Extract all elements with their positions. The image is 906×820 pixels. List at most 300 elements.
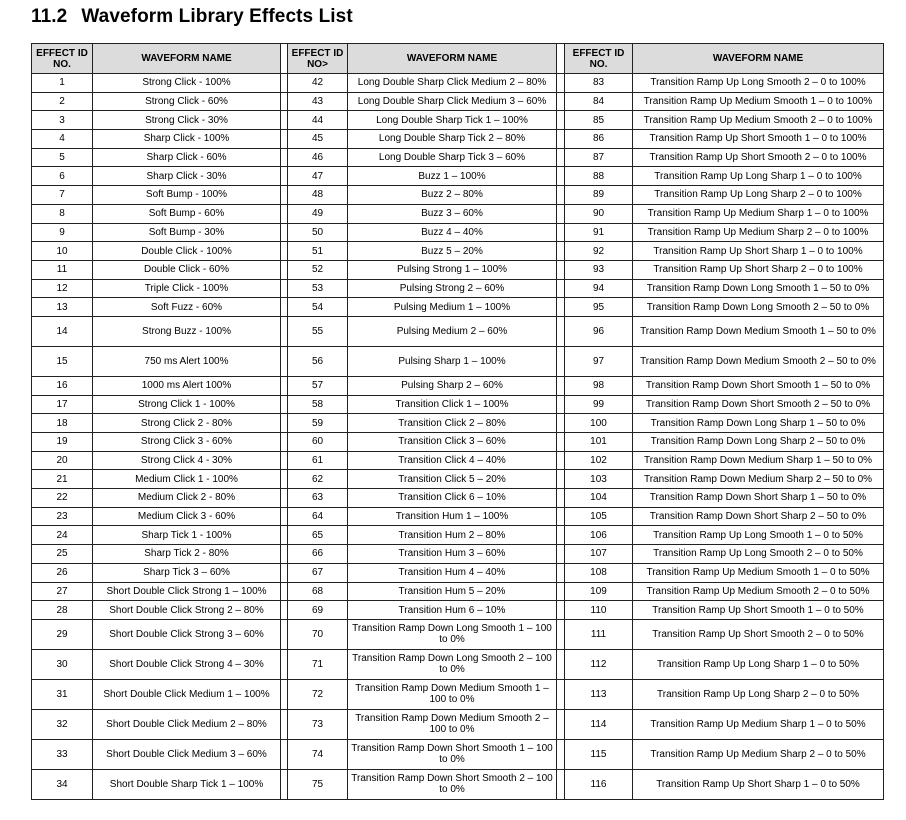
effect-id-cell: 58 <box>288 395 348 414</box>
column-separator <box>557 414 565 433</box>
column-separator <box>281 44 288 74</box>
table-row <box>32 346 884 376</box>
effect-id-cell: 28 <box>32 601 93 620</box>
table-row <box>32 279 884 298</box>
effect-id-cell: 67 <box>288 563 348 582</box>
column-separator <box>557 204 565 223</box>
effect-id-cell: 98 <box>565 376 633 395</box>
column-separator <box>557 316 565 346</box>
effect-id-cell: 84 <box>565 92 633 111</box>
effect-id-cell: 89 <box>565 186 633 205</box>
effect-id-cell: 20 <box>32 451 93 470</box>
waveform-name-cell: Pulsing Sharp 2 – 60% <box>348 376 557 395</box>
waveform-name-cell: Buzz 3 – 60% <box>348 204 557 223</box>
header-row <box>32 44 884 74</box>
column-separator <box>281 130 288 149</box>
effect-id-cell: 95 <box>565 298 633 317</box>
waveform-name-cell: Transition Ramp Up Long Smooth 2 – 0 to 50% <box>633 545 884 564</box>
effect-id-cell: 96 <box>565 316 633 346</box>
waveform-name-cell: Short Double Click Medium 2 – 80% <box>93 709 281 739</box>
waveform-name-cell: Transition Hum 5 – 20% <box>348 582 557 601</box>
waveform-name-cell: Transition Ramp Down Long Sharp 2 – 50 to 0% <box>633 433 884 452</box>
table-row <box>32 433 884 452</box>
column-separator <box>557 298 565 317</box>
effect-id-cell: 112 <box>565 649 633 679</box>
table-row <box>32 679 884 709</box>
waveform-name-cell: Long Double Sharp Tick 1 – 100% <box>348 111 557 130</box>
table-row <box>32 316 884 346</box>
table-row <box>32 167 884 186</box>
column-separator <box>281 414 288 433</box>
waveform-name-cell: Transition Hum 1 – 100% <box>348 507 557 526</box>
effect-id-cell: 85 <box>565 111 633 130</box>
table-row <box>32 414 884 433</box>
waveform-effects-table <box>31 43 884 800</box>
column-separator <box>281 92 288 111</box>
effect-id-cell: 59 <box>288 414 348 433</box>
effect-id-cell: 70 <box>288 619 348 649</box>
header-waveform-name-1: WAVEFORM NAME <box>93 44 281 74</box>
table-row <box>32 739 884 769</box>
waveform-name-cell: Transition Ramp Up Short Smooth 2 – 0 to 50% <box>633 619 884 649</box>
effect-id-cell: 21 <box>32 470 93 489</box>
table-row <box>32 649 884 679</box>
effect-id-cell: 46 <box>288 148 348 167</box>
waveform-name-cell: Transition Ramp Up Long Sharp 2 – 0 to 100% <box>633 186 884 205</box>
column-separator <box>557 148 565 167</box>
column-separator <box>557 489 565 508</box>
effect-id-cell: 29 <box>32 619 93 649</box>
table-row <box>32 507 884 526</box>
waveform-name-cell: Transition Click 3 – 60% <box>348 433 557 452</box>
effect-id-cell: 8 <box>32 204 93 223</box>
waveform-name-cell: Transition Hum 4 – 40% <box>348 563 557 582</box>
column-separator <box>557 186 565 205</box>
waveform-name-cell: Transition Ramp Up Medium Sharp 1 – 0 to 100% <box>633 204 884 223</box>
effect-id-cell: 83 <box>565 74 633 93</box>
column-separator <box>557 470 565 489</box>
effect-id-cell: 106 <box>565 526 633 545</box>
effect-id-cell: 45 <box>288 130 348 149</box>
table-row <box>32 601 884 620</box>
effect-id-cell: 50 <box>288 223 348 242</box>
waveform-name-cell: Strong Click 3 - 60% <box>93 433 281 452</box>
effect-id-cell: 42 <box>288 74 348 93</box>
header-waveform-name-3: WAVEFORM NAME <box>633 44 884 74</box>
effect-id-cell: 99 <box>565 395 633 414</box>
column-separator <box>557 563 565 582</box>
waveform-name-cell: Short Double Click Medium 1 – 100% <box>93 679 281 709</box>
effect-id-cell: 18 <box>32 414 93 433</box>
waveform-name-cell: Transition Ramp Up Long Sharp 1 – 0 to 50% <box>633 649 884 679</box>
column-separator <box>557 74 565 93</box>
effect-id-cell: 94 <box>565 279 633 298</box>
column-separator <box>557 507 565 526</box>
effect-id-cell: 64 <box>288 507 348 526</box>
table-row <box>32 376 884 395</box>
table-row <box>32 242 884 261</box>
column-separator <box>281 223 288 242</box>
column-separator <box>557 545 565 564</box>
waveform-name-cell: Transition Ramp Up Medium Smooth 2 – 0 to 50% <box>633 582 884 601</box>
effect-id-cell: 22 <box>32 489 93 508</box>
effect-id-cell: 5 <box>32 148 93 167</box>
effect-id-cell: 57 <box>288 376 348 395</box>
effect-id-cell: 15 <box>32 346 93 376</box>
table-row <box>32 451 884 470</box>
column-separator <box>557 260 565 279</box>
effect-id-cell: 97 <box>565 346 633 376</box>
table-body <box>32 74 884 800</box>
effect-id-cell: 110 <box>565 601 633 620</box>
waveform-name-cell: Transition Click 1 – 100% <box>348 395 557 414</box>
column-separator <box>281 582 288 601</box>
table-row <box>32 545 884 564</box>
waveform-name-cell: Transition Ramp Up Long Sharp 2 – 0 to 50% <box>633 679 884 709</box>
effect-id-cell: 86 <box>565 130 633 149</box>
waveform-name-cell: Sharp Click - 30% <box>93 167 281 186</box>
waveform-name-cell: Transition Ramp Up Short Sharp 2 – 0 to 100% <box>633 260 884 279</box>
effect-id-cell: 65 <box>288 526 348 545</box>
column-separator <box>281 649 288 679</box>
waveform-name-cell: Sharp Click - 100% <box>93 130 281 149</box>
effect-id-cell: 2 <box>32 92 93 111</box>
effect-id-cell: 69 <box>288 601 348 620</box>
waveform-name-cell: Long Double Sharp Click Medium 2 – 80% <box>348 74 557 93</box>
effect-id-cell: 109 <box>565 582 633 601</box>
waveform-name-cell: Soft Bump - 100% <box>93 186 281 205</box>
header-waveform-name-2: WAVEFORM NAME <box>348 44 557 74</box>
column-separator <box>281 545 288 564</box>
effect-id-cell: 71 <box>288 649 348 679</box>
waveform-name-cell: Transition Ramp Down Short Smooth 2 – 100 to 0% <box>348 769 557 799</box>
effect-id-cell: 60 <box>288 433 348 452</box>
waveform-name-cell: Transition Ramp Down Short Smooth 1 – 50 to 0% <box>633 376 884 395</box>
column-separator <box>557 451 565 470</box>
waveform-name-cell: Transition Ramp Down Short Smooth 1 – 100 to 0% <box>348 739 557 769</box>
waveform-name-cell: Transition Ramp Down Medium Sharp 2 – 50 to 0% <box>633 470 884 489</box>
waveform-name-cell: Strong Click - 30% <box>93 111 281 130</box>
column-separator <box>281 470 288 489</box>
effect-id-cell: 43 <box>288 92 348 111</box>
column-separator <box>281 619 288 649</box>
effect-id-cell: 3 <box>32 111 93 130</box>
waveform-name-cell: Transition Ramp Up Short Sharp 1 – 0 to 100% <box>633 242 884 261</box>
column-separator <box>281 489 288 508</box>
column-separator <box>557 346 565 376</box>
effect-id-cell: 68 <box>288 582 348 601</box>
effect-id-cell: 27 <box>32 582 93 601</box>
effect-id-cell: 63 <box>288 489 348 508</box>
column-separator <box>281 433 288 452</box>
effect-id-cell: 115 <box>565 739 633 769</box>
section-heading <box>31 6 353 28</box>
waveform-name-cell: Transition Ramp Up Short Smooth 1 – 0 to 100% <box>633 130 884 149</box>
waveform-name-cell: Transition Hum 3 – 60% <box>348 545 557 564</box>
table-row <box>32 582 884 601</box>
column-separator <box>557 395 565 414</box>
waveform-name-cell: Transition Ramp Down Long Smooth 2 – 100 to 0% <box>348 649 557 679</box>
effect-id-cell: 12 <box>32 279 93 298</box>
column-separator <box>281 451 288 470</box>
column-separator <box>281 563 288 582</box>
waveform-name-cell: Transition Ramp Down Medium Smooth 2 – 50 to 0% <box>633 346 884 376</box>
waveform-name-cell: Transition Hum 2 – 80% <box>348 526 557 545</box>
waveform-name-cell: Transition Ramp Up Long Sharp 1 – 0 to 100% <box>633 167 884 186</box>
table-row <box>32 223 884 242</box>
waveform-name-cell: Transition Ramp Down Long Smooth 1 – 100 to 0% <box>348 619 557 649</box>
waveform-name-cell: Transition Ramp Up Short Sharp 1 – 0 to 50% <box>633 769 884 799</box>
effect-id-cell: 104 <box>565 489 633 508</box>
waveform-name-cell: Transition Ramp Up Medium Sharp 1 – 0 to 50% <box>633 709 884 739</box>
column-separator <box>281 260 288 279</box>
column-separator <box>557 111 565 130</box>
effect-id-cell: 14 <box>32 316 93 346</box>
waveform-name-cell: Buzz 4 – 40% <box>348 223 557 242</box>
waveform-name-cell: Transition Ramp Up Short Smooth 2 – 0 to 100% <box>633 148 884 167</box>
column-separator <box>281 204 288 223</box>
effect-id-cell: 33 <box>32 739 93 769</box>
effect-id-cell: 88 <box>565 167 633 186</box>
column-separator <box>281 298 288 317</box>
effect-id-cell: 13 <box>32 298 93 317</box>
waveform-name-cell: Buzz 5 – 20% <box>348 242 557 261</box>
effect-id-cell: 32 <box>32 709 93 739</box>
effect-id-cell: 10 <box>32 242 93 261</box>
table-row <box>32 619 884 649</box>
effect-id-cell: 114 <box>565 709 633 739</box>
waveform-name-cell: Long Double Sharp Tick 2 – 80% <box>348 130 557 149</box>
table-row <box>32 563 884 582</box>
table-row <box>32 769 884 799</box>
waveform-name-cell: Medium Click 3 - 60% <box>93 507 281 526</box>
column-separator <box>557 709 565 739</box>
effect-id-cell: 111 <box>565 619 633 649</box>
column-separator <box>281 769 288 799</box>
waveform-name-cell: Pulsing Sharp 1 – 100% <box>348 346 557 376</box>
table-row <box>32 470 884 489</box>
effect-id-cell: 116 <box>565 769 633 799</box>
effect-id-cell: 6 <box>32 167 93 186</box>
waveform-name-cell: Long Double Sharp Tick 3 – 60% <box>348 148 557 167</box>
table-row <box>32 148 884 167</box>
effect-id-cell: 103 <box>565 470 633 489</box>
waveform-name-cell: Short Double Click Strong 1 – 100% <box>93 582 281 601</box>
column-separator <box>557 433 565 452</box>
waveform-name-cell: Double Click - 60% <box>93 260 281 279</box>
effect-id-cell: 54 <box>288 298 348 317</box>
effect-id-cell: 108 <box>565 563 633 582</box>
effect-id-cell: 105 <box>565 507 633 526</box>
waveform-name-cell: Transition Ramp Down Medium Smooth 1 – 50 to 0% <box>633 316 884 346</box>
waveform-name-cell: Transition Ramp Down Short Sharp 1 – 50 to 0% <box>633 489 884 508</box>
waveform-name-cell: Transition Ramp Down Medium Smooth 1 – 100 to 0% <box>348 679 557 709</box>
waveform-name-cell: Medium Click 2 - 80% <box>93 489 281 508</box>
effect-id-cell: 11 <box>32 260 93 279</box>
waveform-name-cell: 1000 ms Alert 100% <box>93 376 281 395</box>
table-row <box>32 186 884 205</box>
effect-id-cell: 66 <box>288 545 348 564</box>
waveform-name-cell: Pulsing Medium 2 – 60% <box>348 316 557 346</box>
effect-id-cell: 1 <box>32 74 93 93</box>
effect-id-cell: 34 <box>32 769 93 799</box>
column-separator <box>281 709 288 739</box>
waveform-name-cell: Transition Ramp Down Long Smooth 1 – 50 to 0% <box>633 279 884 298</box>
column-separator <box>281 148 288 167</box>
effect-id-cell: 30 <box>32 649 93 679</box>
waveform-name-cell: Transition Ramp Up Medium Sharp 2 – 0 to 100% <box>633 223 884 242</box>
waveform-name-cell: Transition Ramp Down Medium Sharp 1 – 50 to 0% <box>633 451 884 470</box>
waveform-name-cell: Triple Click - 100% <box>93 279 281 298</box>
effect-id-cell: 44 <box>288 111 348 130</box>
waveform-name-cell: Short Double Click Strong 3 – 60% <box>93 619 281 649</box>
waveform-name-cell: Transition Hum 6 – 10% <box>348 601 557 620</box>
column-separator <box>557 92 565 111</box>
column-separator <box>557 526 565 545</box>
effect-id-cell: 73 <box>288 709 348 739</box>
column-separator <box>281 601 288 620</box>
effect-id-cell: 93 <box>565 260 633 279</box>
effect-id-cell: 61 <box>288 451 348 470</box>
header-effect-id-2: EFFECT ID NO> <box>288 44 348 74</box>
waveform-name-cell: Transition Ramp Up Medium Sharp 2 – 0 to 50% <box>633 739 884 769</box>
waveform-name-cell: Sharp Tick 3 – 60% <box>93 563 281 582</box>
header-effect-id-3: EFFECT ID NO. <box>565 44 633 74</box>
waveform-name-cell: Soft Bump - 30% <box>93 223 281 242</box>
table-row <box>32 74 884 93</box>
effect-id-cell: 53 <box>288 279 348 298</box>
effect-id-cell: 26 <box>32 563 93 582</box>
table-row <box>32 111 884 130</box>
effect-id-cell: 102 <box>565 451 633 470</box>
waveform-name-cell: Transition Click 2 – 80% <box>348 414 557 433</box>
effect-id-cell: 75 <box>288 769 348 799</box>
effect-id-cell: 19 <box>32 433 93 452</box>
effect-id-cell: 72 <box>288 679 348 709</box>
waveform-name-cell: Transition Click 4 – 40% <box>348 451 557 470</box>
column-separator <box>557 601 565 620</box>
table-row <box>32 260 884 279</box>
effect-id-cell: 62 <box>288 470 348 489</box>
column-separator <box>281 679 288 709</box>
effect-id-cell: 87 <box>565 148 633 167</box>
waveform-name-cell: Long Double Sharp Click Medium 3 – 60% <box>348 92 557 111</box>
column-separator <box>557 649 565 679</box>
effect-id-cell: 92 <box>565 242 633 261</box>
header-effect-id-1: EFFECT ID NO. <box>32 44 93 74</box>
table-row <box>32 709 884 739</box>
column-separator <box>557 582 565 601</box>
table-row <box>32 526 884 545</box>
effect-id-cell: 47 <box>288 167 348 186</box>
column-separator <box>281 111 288 130</box>
section-number: 11.2 <box>31 6 68 27</box>
effect-id-cell: 23 <box>32 507 93 526</box>
effect-id-cell: 101 <box>565 433 633 452</box>
waveform-name-cell: Sharp Click - 60% <box>93 148 281 167</box>
column-separator <box>281 346 288 376</box>
effect-id-cell: 16 <box>32 376 93 395</box>
column-separator <box>281 376 288 395</box>
waveform-name-cell: Short Double Click Strong 2 – 80% <box>93 601 281 620</box>
waveform-name-cell: Short Double Click Medium 3 – 60% <box>93 739 281 769</box>
waveform-name-cell: Strong Buzz - 100% <box>93 316 281 346</box>
effect-id-cell: 48 <box>288 186 348 205</box>
column-separator <box>281 242 288 261</box>
waveform-name-cell: Buzz 2 – 80% <box>348 186 557 205</box>
effect-id-cell: 91 <box>565 223 633 242</box>
waveform-name-cell: Strong Click 2 - 80% <box>93 414 281 433</box>
column-separator <box>557 242 565 261</box>
effect-id-cell: 107 <box>565 545 633 564</box>
effect-id-cell: 17 <box>32 395 93 414</box>
column-separator <box>281 739 288 769</box>
waveform-name-cell: 750 ms Alert 100% <box>93 346 281 376</box>
effect-id-cell: 90 <box>565 204 633 223</box>
effect-id-cell: 9 <box>32 223 93 242</box>
column-separator <box>557 167 565 186</box>
waveform-name-cell: Transition Ramp Down Long Sharp 1 – 50 to 0% <box>633 414 884 433</box>
column-separator <box>557 130 565 149</box>
waveform-name-cell: Strong Click 1 - 100% <box>93 395 281 414</box>
table-row <box>32 489 884 508</box>
waveform-name-cell: Transition Ramp Up Medium Smooth 1 – 0 to 100% <box>633 92 884 111</box>
effect-id-cell: 56 <box>288 346 348 376</box>
effect-id-cell: 7 <box>32 186 93 205</box>
effect-id-cell: 25 <box>32 545 93 564</box>
waveform-name-cell: Strong Click 4 - 30% <box>93 451 281 470</box>
waveform-name-cell: Transition Click 5 – 20% <box>348 470 557 489</box>
column-separator <box>281 316 288 346</box>
waveform-name-cell: Transition Click 6 – 10% <box>348 489 557 508</box>
waveform-name-cell: Medium Click 1 - 100% <box>93 470 281 489</box>
effect-id-cell: 51 <box>288 242 348 261</box>
waveform-name-cell: Pulsing Strong 2 – 60% <box>348 279 557 298</box>
waveform-name-cell: Transition Ramp Up Long Smooth 1 – 0 to 50% <box>633 526 884 545</box>
section-title: Waveform Library Effects List <box>81 6 353 27</box>
waveform-name-cell: Strong Click - 60% <box>93 92 281 111</box>
column-separator <box>281 507 288 526</box>
effect-id-cell: 55 <box>288 316 348 346</box>
waveform-name-cell: Transition Ramp Up Long Smooth 2 – 0 to 100% <box>633 74 884 93</box>
table-row <box>32 395 884 414</box>
waveform-name-cell: Transition Ramp Down Short Sharp 2 – 50 to 0% <box>633 507 884 526</box>
waveform-name-cell: Sharp Tick 1 - 100% <box>93 526 281 545</box>
waveform-name-cell: Pulsing Strong 1 – 100% <box>348 260 557 279</box>
effect-id-cell: 74 <box>288 739 348 769</box>
effect-id-cell: 49 <box>288 204 348 223</box>
effect-id-cell: 24 <box>32 526 93 545</box>
column-separator <box>281 167 288 186</box>
column-separator <box>281 186 288 205</box>
table-row <box>32 204 884 223</box>
column-separator <box>281 279 288 298</box>
table-row <box>32 92 884 111</box>
waveform-name-cell: Transition Ramp Up Medium Smooth 1 – 0 to 50% <box>633 563 884 582</box>
waveform-name-cell: Short Double Click Strong 4 – 30% <box>93 649 281 679</box>
column-separator <box>557 619 565 649</box>
effect-id-cell: 31 <box>32 679 93 709</box>
waveform-name-cell: Buzz 1 – 100% <box>348 167 557 186</box>
effect-id-cell: 100 <box>565 414 633 433</box>
column-separator <box>281 395 288 414</box>
effect-id-cell: 4 <box>32 130 93 149</box>
table-row <box>32 130 884 149</box>
waveform-name-cell: Soft Bump - 60% <box>93 204 281 223</box>
table-row <box>32 298 884 317</box>
waveform-name-cell: Transition Ramp Down Long Smooth 2 – 50 to 0% <box>633 298 884 317</box>
waveform-name-cell: Transition Ramp Down Medium Smooth 2 – 100 to 0% <box>348 709 557 739</box>
